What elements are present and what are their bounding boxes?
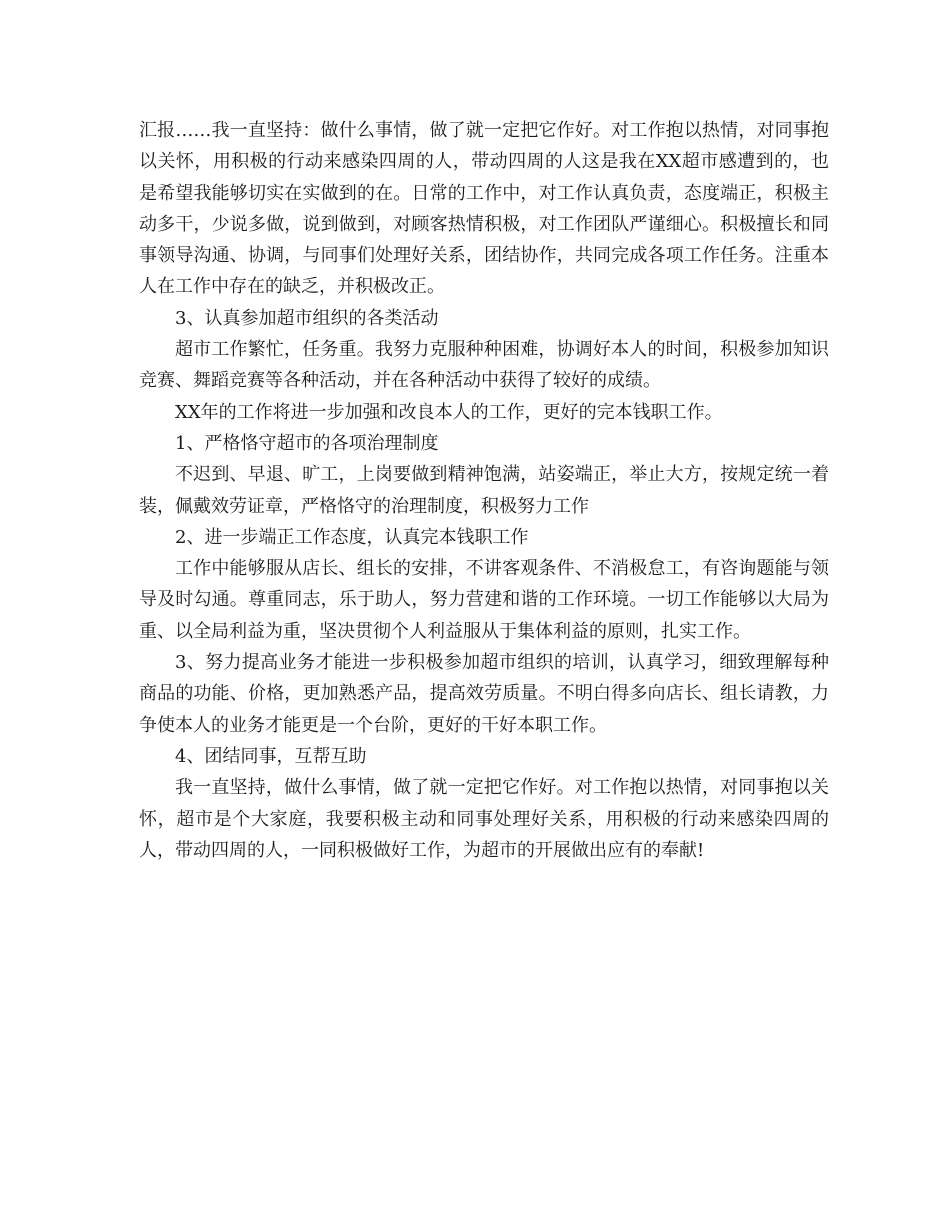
paragraph-report-summary: 汇报……我一直坚持：做什么事情，做了就一定把它作好。对工作抱以热情，对同事抱以关怀，用积极的行动来感染四周的人，带动四周的人这是我在XX超市感遭到的，也是希望我能够切实在实做到的在。日常的工作中，对工作认真负责，态度端正，积极主动多干，少说多做，说到做到，对顾客热情积极，对工作团队严谨细心。积极擅长和同事领导沟通、协调，与同事们处理好关系，团结协作，共同完成各项工作任务。注重本人在工作中存在的缺乏，并积极改正。 <box>139 120 829 298</box>
paragraph-skills: 3、努力提高业务才能进一步积极参加超市组织的培训，认真学习，细致理解每种商品的功能、价格，更加熟悉产品，提高效劳质量。不明白得多向店长、组长请教，力争使本人的业务才能更是一个台阶，更好的干好本职工作。 <box>139 652 829 736</box>
heading-attitude: 2、进一步端正工作态度，认真完本钱职工作 <box>175 526 529 548</box>
heading-activities: 3、认真参加超市组织的各类活动 <box>175 307 439 329</box>
paragraph-attitude: 工作中能够服从店长、组长的安排，不讲客观条件、不消极怠工，有咨询题能与领导及时勾通。尊重同志，乐于助人，努力营建和谐的工作环境。一切工作能够以大局为重、以全局利益为重，坚决贯彻个人利益服从于集体利益的原则，扎实工作。 <box>139 558 829 642</box>
paragraph-plan-intro: XX年的工作将进一步加强和改良本人的工作，更好的完本钱职工作。 <box>175 401 723 423</box>
heading-teamwork: 4、团结同事，互帮互助 <box>175 745 367 767</box>
paragraph-teamwork: 我一直坚持，做什么事情，做了就一定把它作好。对工作抱以热情，对同事抱以关怀，超市是个大家庭，我要积极主动和同事处理好关系，用积极的行动来感染四周的人，带动四周的人，一同积极做好工作，为超市的开展做出应有的奉献! <box>139 777 829 861</box>
paragraph-rules: 不迟到、早退、旷工，上岗要做到精神饱满，站姿端正，举止大方，按规定统一着装，佩戴效劳证章，严格恪守的治理制度，积极努力工作 <box>139 464 829 517</box>
document-page <box>139 115 829 866</box>
paragraph-activities: 超市工作繁忙，任务重。我努力克服种种困难，协调好本人的时间，积极参加知识竞赛、舞蹈竞赛等各种活动，并在各种活动中获得了较好的成绩。 <box>139 339 829 392</box>
heading-rules: 1、严格恪守超市的各项治理制度 <box>175 432 439 454</box>
